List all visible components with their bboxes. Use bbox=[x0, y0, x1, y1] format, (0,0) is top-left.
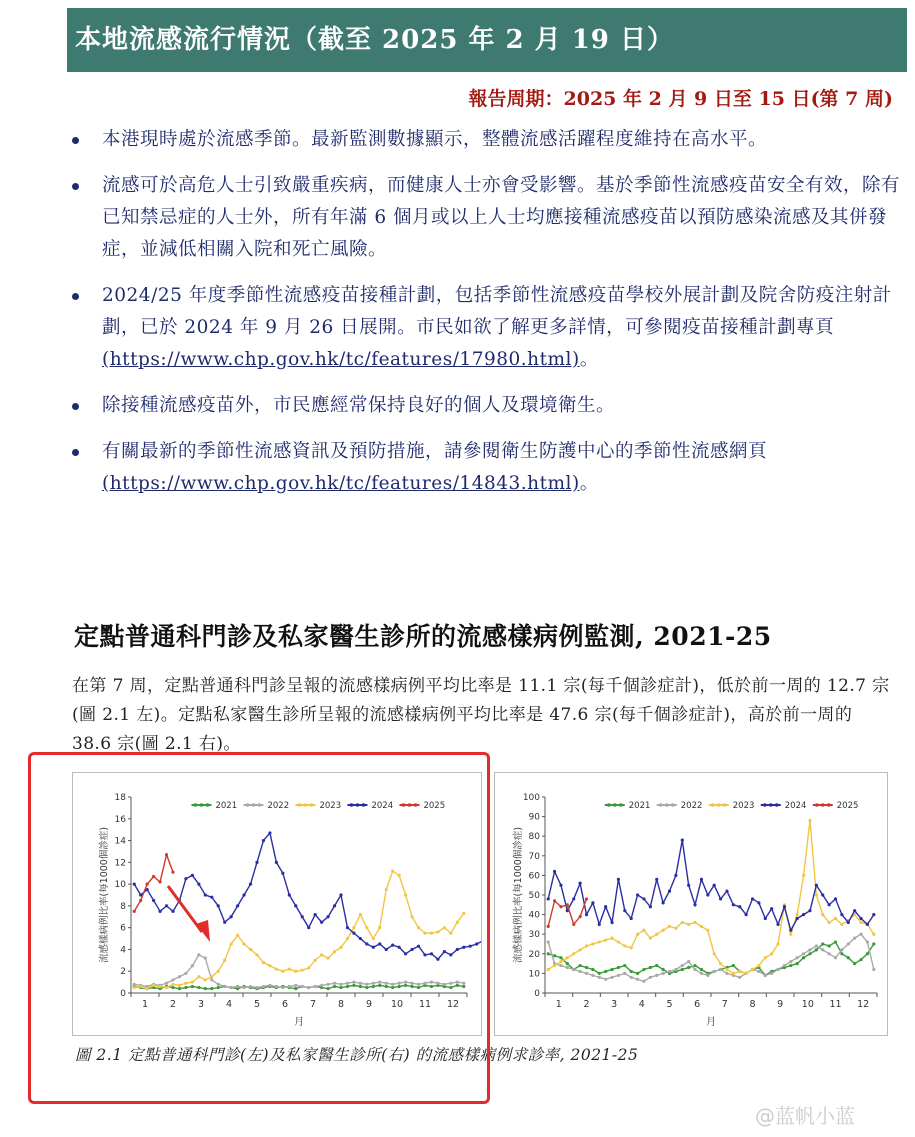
data-point-2021 bbox=[687, 966, 690, 969]
x-tick-label: 11 bbox=[829, 999, 842, 1010]
x-tick-label: 1 bbox=[555, 999, 562, 1010]
y-tick-label: 0 bbox=[120, 989, 126, 999]
data-point-2021 bbox=[579, 964, 582, 967]
data-point-2021 bbox=[662, 968, 665, 971]
legend-marker bbox=[775, 803, 779, 807]
data-point-2021 bbox=[617, 966, 620, 969]
y-tick-label: 8 bbox=[120, 901, 126, 912]
data-point-2023 bbox=[604, 938, 607, 941]
data-point-2024 bbox=[834, 897, 837, 900]
legend-label: 2022 bbox=[267, 801, 290, 811]
data-point-2024 bbox=[553, 870, 556, 873]
y-tick-label: 12 bbox=[114, 858, 126, 869]
report-title: 本地流感流行情況（截至 2025 年 2 月 19 日） bbox=[75, 25, 674, 55]
x-tick-label: 12 bbox=[857, 999, 870, 1010]
legend-marker bbox=[711, 803, 715, 807]
data-point-2023 bbox=[706, 929, 709, 932]
data-point-2024 bbox=[713, 884, 716, 887]
data-point-2021 bbox=[655, 964, 658, 967]
data-point-2024 bbox=[866, 923, 869, 926]
data-point-2025 bbox=[585, 897, 588, 900]
data-point-2024 bbox=[642, 897, 645, 900]
vaccine-programme-link[interactable]: (https://www.chp.gov.hk/tc/features/17980.html) bbox=[102, 349, 580, 370]
data-point-2023 bbox=[662, 929, 665, 932]
data-point-2023 bbox=[547, 968, 550, 971]
bullet-item bbox=[70, 170, 900, 266]
data-point-2022 bbox=[604, 978, 607, 981]
legend-marker bbox=[613, 803, 617, 807]
data-point-2022 bbox=[719, 968, 722, 971]
report-period: 報告周期：2025 年 2 月 9 日至 15 日(第 7 周) bbox=[468, 88, 893, 110]
data-point-2022 bbox=[662, 972, 665, 975]
data-point-2022 bbox=[796, 956, 799, 959]
legend-label: 2021 bbox=[215, 801, 238, 811]
data-point-2022 bbox=[815, 944, 818, 947]
y-tick-label: 6 bbox=[120, 923, 126, 934]
bullet-list bbox=[70, 124, 900, 514]
data-point-2024 bbox=[591, 901, 594, 904]
data-point-2021 bbox=[547, 952, 550, 955]
x-tick-label: 4 bbox=[638, 999, 645, 1010]
y-tick-label: 10 bbox=[528, 969, 540, 980]
data-point-2023 bbox=[700, 925, 703, 928]
data-point-2022 bbox=[789, 960, 792, 963]
data-point-2024 bbox=[598, 923, 601, 926]
data-point-2021 bbox=[623, 964, 626, 967]
bullet-dot-icon bbox=[72, 137, 79, 144]
y-tick-label: 30 bbox=[528, 930, 540, 941]
data-point-2022 bbox=[834, 956, 837, 959]
data-point-2022 bbox=[700, 972, 703, 975]
x-tick-label: 4 bbox=[225, 999, 233, 1010]
data-point-2024 bbox=[547, 897, 550, 900]
y-axis-label: 流感樣病例比率(每1000個診症) bbox=[513, 826, 524, 964]
data-point-2022 bbox=[649, 976, 652, 979]
data-point-2024 bbox=[821, 893, 824, 896]
y-tick-label: 10 bbox=[114, 880, 126, 891]
data-point-2023 bbox=[840, 923, 843, 926]
y-tick-label: 60 bbox=[528, 871, 540, 882]
data-point-2022 bbox=[668, 970, 671, 973]
y-tick-label: 90 bbox=[528, 812, 540, 823]
legend-marker bbox=[827, 803, 831, 807]
section-title: 定點普通科門診及私家醫生診所的流感樣病例監測, 2021-25 bbox=[74, 622, 772, 651]
data-point-2022 bbox=[630, 976, 633, 979]
data-point-2022 bbox=[847, 942, 850, 945]
data-point-2023 bbox=[732, 972, 735, 975]
annotation-arrow-icon bbox=[160, 880, 220, 950]
data-point-2021 bbox=[649, 966, 652, 969]
x-tick-label: 7 bbox=[309, 999, 317, 1010]
legend-label: 2025 bbox=[423, 801, 446, 811]
x-tick-label: 3 bbox=[611, 999, 618, 1010]
data-point-2022 bbox=[681, 964, 684, 967]
data-point-2023 bbox=[808, 819, 811, 822]
data-point-2021 bbox=[853, 962, 856, 965]
data-point-2024 bbox=[700, 878, 703, 881]
bullet-dot-icon bbox=[72, 293, 79, 300]
data-point-2024 bbox=[732, 903, 735, 906]
data-point-2023 bbox=[719, 962, 722, 965]
bullet-text: 2024/25 年度季節性流感疫苗接種計劃，包括季節性流感疫苗學校外展計劃及院舍防疫注射計劃，已於 2024 年 9 月 26 日展開。市民如欲了解更多詳情，可參閱疫苗接種計劃專頁 bbox=[102, 285, 892, 338]
data-point-2023 bbox=[834, 917, 837, 920]
bullet-text: 本港現時處於流感季節。最新監測數據顯示，整體流感活躍程度維持在高水平。 bbox=[102, 129, 768, 150]
data-point-2021 bbox=[821, 942, 824, 945]
data-point-2022 bbox=[572, 968, 575, 971]
bullet-text-end: 。 bbox=[579, 349, 599, 370]
data-point-2022 bbox=[655, 974, 658, 977]
data-point-2024 bbox=[610, 921, 613, 924]
data-point-2023 bbox=[859, 921, 862, 924]
data-point-2022 bbox=[738, 976, 741, 979]
data-point-2021 bbox=[642, 968, 645, 971]
data-point-2023 bbox=[598, 940, 601, 943]
x-tick-label: 11 bbox=[418, 999, 432, 1010]
data-point-2021 bbox=[815, 948, 818, 951]
data-point-2024 bbox=[687, 884, 690, 887]
data-point-2021 bbox=[591, 968, 594, 971]
data-point-2023 bbox=[559, 960, 562, 963]
data-point-2024 bbox=[828, 903, 831, 906]
y-tick-label: 80 bbox=[528, 832, 540, 843]
y-tick-label: 4 bbox=[120, 945, 126, 956]
x-tick-label: 7 bbox=[721, 999, 728, 1010]
y-tick-label: 50 bbox=[528, 891, 540, 901]
y-tick-label: 20 bbox=[528, 949, 540, 960]
legend-label: 2023 bbox=[732, 801, 755, 811]
data-point-2024 bbox=[725, 889, 728, 892]
bullet-item bbox=[70, 436, 900, 500]
data-point-2024 bbox=[789, 929, 792, 932]
data-point-2022 bbox=[623, 972, 626, 975]
data-point-2024 bbox=[572, 897, 575, 900]
data-point-2023 bbox=[802, 874, 805, 877]
data-point-2023 bbox=[617, 940, 620, 943]
data-point-2022 bbox=[872, 968, 875, 971]
data-point-2024 bbox=[617, 878, 620, 881]
data-point-2023 bbox=[687, 923, 690, 926]
data-point-2023 bbox=[642, 929, 645, 932]
data-point-2024 bbox=[623, 909, 626, 912]
x-tick-label: 6 bbox=[694, 999, 701, 1010]
series-line-2021 bbox=[548, 942, 874, 975]
data-point-2022 bbox=[591, 974, 594, 977]
bullet-item bbox=[70, 390, 900, 422]
data-point-2024 bbox=[840, 913, 843, 916]
data-point-2024 bbox=[872, 913, 875, 916]
data-point-2022 bbox=[598, 976, 601, 979]
data-point-2023 bbox=[828, 921, 831, 924]
data-point-2023 bbox=[789, 933, 792, 936]
x-tick-label: 6 bbox=[281, 999, 289, 1010]
data-point-2023 bbox=[591, 942, 594, 945]
data-point-2022 bbox=[674, 968, 677, 971]
y-tick-label: 2 bbox=[120, 967, 126, 978]
bullet-dot-icon bbox=[72, 183, 79, 190]
legend-marker bbox=[815, 803, 819, 807]
data-point-2021 bbox=[636, 972, 639, 975]
data-point-2024 bbox=[604, 905, 607, 908]
data-point-2022 bbox=[713, 970, 716, 973]
data-point-2024 bbox=[655, 878, 658, 881]
data-point-2024 bbox=[802, 913, 805, 916]
data-point-2023 bbox=[713, 952, 716, 955]
data-point-2022 bbox=[776, 968, 779, 971]
highlight-box bbox=[28, 752, 490, 1104]
y-tick-label: 70 bbox=[528, 851, 540, 862]
data-point-2024 bbox=[630, 917, 633, 920]
data-point-2021 bbox=[732, 964, 735, 967]
legend-label: 2025 bbox=[836, 801, 859, 811]
data-point-2021 bbox=[789, 964, 792, 967]
data-point-2022 bbox=[642, 980, 645, 983]
data-point-2022 bbox=[783, 964, 786, 967]
data-point-2024 bbox=[783, 905, 786, 908]
pmp-ili-chart bbox=[495, 773, 887, 1035]
legend-label: 2022 bbox=[680, 801, 703, 811]
data-point-2024 bbox=[770, 907, 773, 910]
data-point-2023 bbox=[572, 952, 575, 955]
data-point-2021 bbox=[693, 964, 696, 967]
data-point-2021 bbox=[808, 952, 811, 955]
bullet-item bbox=[70, 124, 900, 156]
data-point-2021 bbox=[828, 944, 831, 947]
data-point-2024 bbox=[738, 905, 741, 908]
data-point-2024 bbox=[668, 889, 671, 892]
data-point-2025 bbox=[566, 903, 569, 906]
bullet-text-end: 。 bbox=[579, 473, 599, 494]
data-point-2022 bbox=[566, 966, 569, 969]
legend-marker bbox=[619, 803, 623, 807]
y-tick-label: 16 bbox=[114, 814, 126, 825]
data-point-2024 bbox=[719, 897, 722, 900]
x-tick-label: 2 bbox=[169, 999, 177, 1010]
x-tick-label: 12 bbox=[446, 999, 460, 1010]
x-tick-label: 10 bbox=[390, 999, 404, 1010]
data-point-2021 bbox=[566, 962, 569, 965]
data-point-2024 bbox=[706, 893, 709, 896]
data-point-2024 bbox=[674, 874, 677, 877]
data-point-2022 bbox=[866, 940, 869, 943]
y-tick-label: 18 bbox=[114, 793, 126, 803]
data-point-2024 bbox=[796, 917, 799, 920]
data-point-2022 bbox=[828, 952, 831, 955]
data-point-2024 bbox=[751, 897, 754, 900]
legend-label: 2024 bbox=[371, 801, 394, 811]
data-point-2022 bbox=[725, 972, 728, 975]
data-point-2021 bbox=[681, 968, 684, 971]
data-point-2023 bbox=[815, 893, 818, 896]
y-tick-label: 0 bbox=[534, 989, 540, 999]
data-point-2024 bbox=[815, 884, 818, 887]
legend-marker bbox=[607, 803, 611, 807]
data-point-2023 bbox=[655, 933, 658, 936]
data-point-2021 bbox=[598, 972, 601, 975]
x-tick-label: 5 bbox=[666, 999, 673, 1010]
legend-marker bbox=[665, 803, 669, 807]
watermark: @蓝帆小蓝 bbox=[755, 1104, 855, 1128]
legend-marker bbox=[659, 803, 663, 807]
data-point-2023 bbox=[681, 921, 684, 924]
data-point-2023 bbox=[821, 913, 824, 916]
data-point-2021 bbox=[610, 968, 613, 971]
data-point-2021 bbox=[585, 966, 588, 969]
report-title-banner bbox=[67, 8, 907, 72]
data-point-2021 bbox=[859, 958, 862, 961]
data-point-2024 bbox=[808, 909, 811, 912]
data-point-2022 bbox=[579, 970, 582, 973]
legend-marker bbox=[671, 803, 675, 807]
x-tick-label: 8 bbox=[749, 999, 756, 1010]
data-point-2021 bbox=[796, 962, 799, 965]
data-point-2023 bbox=[553, 964, 556, 967]
data-point-2022 bbox=[840, 948, 843, 951]
data-point-2022 bbox=[636, 978, 639, 981]
data-point-2023 bbox=[610, 937, 613, 940]
data-point-2024 bbox=[579, 882, 582, 885]
bullet-text: 除接種流感疫苗外，市民應經常保持良好的個人及環境衛生。 bbox=[102, 395, 616, 416]
legend-label: 2023 bbox=[319, 801, 342, 811]
y-axis-label: 流感樣病例比率(每1000個診症) bbox=[99, 826, 110, 964]
data-point-2021 bbox=[700, 968, 703, 971]
data-point-2023 bbox=[764, 956, 767, 959]
data-point-2024 bbox=[776, 923, 779, 926]
data-point-2023 bbox=[745, 972, 748, 975]
legend-marker bbox=[763, 803, 767, 807]
data-point-2023 bbox=[872, 933, 875, 936]
x-tick-label: 2 bbox=[583, 999, 590, 1010]
data-point-2022 bbox=[706, 974, 709, 977]
data-point-2023 bbox=[776, 942, 779, 945]
legend-marker bbox=[723, 803, 727, 807]
x-tick-label: 3 bbox=[197, 999, 205, 1010]
bullet-text: 有關最新的季節性流感資訊及預防措施，請參閱衛生防護中心的季節性流感網頁 bbox=[102, 441, 768, 462]
data-point-2024 bbox=[585, 913, 588, 916]
legend-marker bbox=[769, 803, 773, 807]
data-point-2023 bbox=[566, 956, 569, 959]
data-point-2023 bbox=[674, 927, 677, 930]
data-point-2022 bbox=[757, 970, 760, 973]
data-point-2022 bbox=[585, 972, 588, 975]
bullet-text: 流感可於高危人士引致嚴重疾病，而健康人士亦會受影響。基於季節性流感疫苗安全有效，除有已知禁忌症的人士外，所有年滿 6 個月或以上人士均應接種流感疫苗以預防感染流感及其併發症，並減低相關入院和死亡風險。 bbox=[102, 175, 901, 260]
data-point-2023 bbox=[757, 964, 760, 967]
data-point-2024 bbox=[847, 921, 850, 924]
data-point-2023 bbox=[630, 946, 633, 949]
data-point-2021 bbox=[866, 952, 869, 955]
data-point-2025 bbox=[579, 915, 582, 918]
data-point-2021 bbox=[872, 942, 875, 945]
data-point-2022 bbox=[617, 974, 620, 977]
data-point-2024 bbox=[681, 839, 684, 842]
data-point-2021 bbox=[604, 970, 607, 973]
data-point-2022 bbox=[853, 937, 856, 940]
data-point-2024 bbox=[764, 917, 767, 920]
x-tick-label: 9 bbox=[777, 999, 784, 1010]
data-point-2025 bbox=[572, 923, 575, 926]
data-point-2023 bbox=[796, 913, 799, 916]
data-point-2021 bbox=[847, 956, 850, 959]
x-tick-label: 9 bbox=[365, 999, 373, 1010]
data-point-2022 bbox=[821, 948, 824, 951]
data-point-2023 bbox=[649, 937, 652, 940]
x-axis-label: 月 bbox=[706, 1017, 716, 1028]
data-point-2023 bbox=[579, 948, 582, 951]
legend-marker bbox=[717, 803, 721, 807]
data-point-2023 bbox=[770, 952, 773, 955]
data-point-2021 bbox=[559, 956, 562, 959]
data-point-2023 bbox=[693, 921, 696, 924]
data-point-2023 bbox=[668, 925, 671, 928]
y-tick-label: 14 bbox=[114, 836, 126, 847]
data-point-2022 bbox=[808, 948, 811, 951]
data-point-2024 bbox=[757, 901, 760, 904]
seasonal-flu-link[interactable]: (https://www.chp.gov.hk/tc/features/14843.html) bbox=[102, 473, 580, 494]
data-point-2023 bbox=[623, 944, 626, 947]
data-point-2023 bbox=[585, 944, 588, 947]
data-point-2025 bbox=[547, 925, 550, 928]
series-line-2025 bbox=[548, 899, 586, 926]
data-point-2024 bbox=[649, 905, 652, 908]
x-axis-label: 月 bbox=[294, 1017, 304, 1028]
data-point-2021 bbox=[802, 956, 805, 959]
legend-label: 2021 bbox=[628, 801, 651, 811]
legend-marker bbox=[821, 803, 825, 807]
bullet-item bbox=[70, 280, 900, 376]
data-point-2024 bbox=[859, 917, 862, 920]
data-point-2024 bbox=[559, 884, 562, 887]
y-tick-label: 100 bbox=[522, 793, 540, 803]
data-point-2024 bbox=[745, 913, 748, 916]
data-point-2024 bbox=[662, 901, 665, 904]
x-tick-label: 1 bbox=[141, 999, 149, 1010]
data-point-2025 bbox=[553, 899, 556, 902]
data-point-2021 bbox=[630, 970, 633, 973]
section-paragraph: 在第 7 周，定點普通科門診呈報的流感樣病例平均比率是 11.1 宗(每千個診症計)，低於前一周的 12.7 宗(圖 2.1 左)。定點私家醫生診所呈報的流感樣病例平均比率是 47.6 宗(每千個診症計)，高於前一周的 38.6 宗(圖 2.1 右)。 bbox=[72, 676, 890, 754]
data-point-2023 bbox=[636, 933, 639, 936]
data-point-2021 bbox=[834, 940, 837, 943]
data-point-2024 bbox=[693, 903, 696, 906]
data-point-2022 bbox=[610, 976, 613, 979]
bullet-dot-icon bbox=[72, 449, 79, 456]
x-tick-label: 5 bbox=[253, 999, 261, 1010]
x-tick-label: 10 bbox=[801, 999, 814, 1010]
data-point-2022 bbox=[764, 974, 767, 977]
data-point-2023 bbox=[725, 968, 728, 971]
figure-caption: 圖 2.1 定點普通科門診(左)及私家醫生診所(右) 的流感樣病例求診率, 2021-25 bbox=[75, 1046, 639, 1064]
data-point-2022 bbox=[859, 933, 862, 936]
data-point-2022 bbox=[770, 972, 773, 975]
data-point-2021 bbox=[840, 952, 843, 955]
data-point-2024 bbox=[636, 893, 639, 896]
data-point-2022 bbox=[559, 964, 562, 967]
legend-label: 2024 bbox=[784, 801, 807, 811]
data-point-2024 bbox=[853, 909, 856, 912]
data-point-2022 bbox=[687, 960, 690, 963]
data-point-2021 bbox=[553, 954, 556, 957]
data-point-2022 bbox=[547, 940, 550, 943]
data-point-2022 bbox=[693, 968, 696, 971]
bullet-dot-icon bbox=[72, 403, 79, 410]
data-point-2023 bbox=[751, 968, 754, 971]
chart-right-frame bbox=[494, 772, 888, 1036]
y-tick-label: 40 bbox=[528, 910, 540, 921]
x-tick-label: 8 bbox=[337, 999, 345, 1010]
data-point-2025 bbox=[559, 905, 562, 908]
data-point-2023 bbox=[738, 970, 741, 973]
data-point-2022 bbox=[802, 952, 805, 955]
